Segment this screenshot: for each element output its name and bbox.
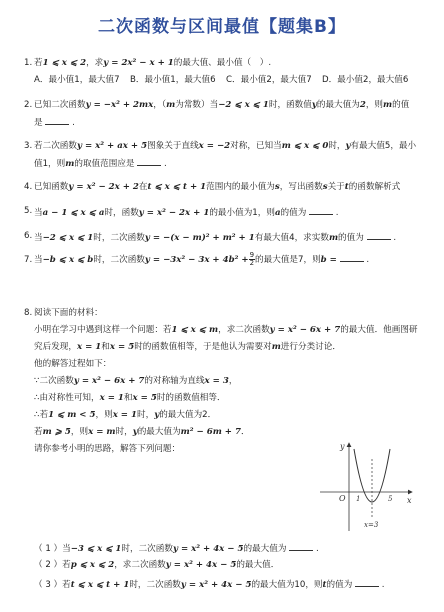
q8-text: 的最大值为2．	[159, 410, 217, 420]
q2-variable: m	[166, 100, 176, 110]
q2-text: ，（	[153, 100, 167, 110]
q2-text: 已知二次函数	[34, 100, 86, 110]
q8-text: ，则	[95, 410, 113, 420]
q8-sub-text: .	[381, 580, 385, 590]
q4-variable: s	[322, 182, 328, 192]
q3-text: 值1，则	[34, 159, 66, 169]
q5-text: .	[335, 208, 339, 218]
q1-text: 若	[34, 58, 43, 68]
q4-text: 已知函数	[34, 182, 69, 192]
y-axis-label: y	[340, 442, 345, 451]
q8-text: ∵二次函数	[34, 376, 74, 386]
q5-text: 当	[34, 208, 43, 218]
q8-lead: 阅读下面的材料：	[34, 308, 103, 318]
q8-text: ∴若	[34, 410, 49, 420]
q8-solution-step-1	[34, 375, 237, 387]
q8-expression: m² − 6m + 7	[180, 427, 241, 437]
question-3-number: 3.	[24, 141, 33, 151]
q8-sub-text: 时，二次函数	[129, 580, 181, 590]
q3-text: 时，	[328, 141, 346, 151]
symmetry-axis-label: x=3	[364, 521, 379, 529]
x-axis-label: x	[407, 496, 412, 505]
q7-fraction-numerator: 9	[249, 251, 255, 259]
q4-text: 范围内的最小值为	[206, 182, 275, 192]
q8-solution-step-4	[34, 426, 250, 438]
q8-sub-text: 的值为	[326, 580, 353, 590]
q4-function: y = x² − 2x + 2	[68, 182, 139, 192]
q2-text: 的值	[392, 100, 410, 110]
q8-sub-text: ，求二次函数	[114, 560, 166, 570]
q8-sub-text: 时，二次函数	[121, 544, 173, 554]
q8-variable: m	[271, 342, 281, 352]
q8-subquestion-3	[34, 577, 385, 591]
origin-label: O	[339, 494, 346, 503]
q8-sub-text: .	[315, 544, 319, 554]
q3-function: y = x² + ax + 5	[76, 141, 148, 151]
q1-condition: 1 ⩽ x ⩽ 2	[42, 58, 87, 68]
q8-text: ．	[240, 427, 250, 437]
q6-variable: m	[328, 233, 339, 243]
q8-text: 时的函数值相等．	[156, 393, 226, 403]
q8-expression: x = m	[88, 427, 116, 437]
question-1-option-a[interactable]: A．最小值1，最大值7	[34, 75, 120, 85]
question-7-number: 7.	[24, 255, 33, 265]
q2-function: y = −x² + 2mx	[85, 100, 154, 110]
q4-text: ，写出函数	[279, 182, 323, 192]
question-5-stem	[34, 205, 339, 219]
q5-variable: a	[274, 208, 281, 218]
q8-sub2-function: y = x² + 4x − 5	[165, 560, 237, 570]
q8-solution-step-3	[34, 409, 216, 421]
q2-text: 是	[34, 118, 43, 128]
q8-text: ，求二次函数	[218, 325, 270, 335]
q3-variable: m	[65, 159, 75, 169]
tick-label-5: 5	[388, 495, 393, 503]
q8-text: 和	[101, 342, 110, 352]
q2-variable: m	[383, 100, 393, 110]
q8-expression: x = 5	[132, 393, 157, 403]
q3-text: 有最大值5，最小	[350, 141, 417, 151]
answer-blank[interactable]	[289, 541, 313, 551]
q5-text: 的最小值为1，则	[209, 208, 275, 218]
q8-sub-text: 的最大值．	[236, 560, 280, 570]
q7-text: 时，二次函数	[93, 255, 145, 265]
q8-sub-text: 的最大值为10，则	[251, 580, 323, 590]
q2-text: .	[72, 118, 75, 128]
question-1-stem	[34, 57, 271, 69]
q6-text: .	[393, 233, 397, 243]
q2-text: 时，函数值	[268, 100, 312, 110]
q8-subquestion-2	[34, 559, 279, 571]
q8-variable: y	[154, 410, 160, 420]
question-3-stem	[34, 140, 416, 152]
q8-condition: 1 ⩽ m < 5	[48, 410, 96, 420]
q8-sub3-function: y = x² + 4x − 5	[180, 580, 252, 590]
q4-text: 的函数解析式	[348, 182, 401, 192]
q3-condition: m ⩽ x ⩽ 0	[281, 141, 329, 151]
q2-text: 的最大值为	[316, 100, 360, 110]
q8-sub1-function: y = x² + 4x − 5	[172, 544, 244, 554]
q6-text: 当	[34, 233, 43, 243]
q8-text: 若	[34, 427, 43, 437]
q5-text: 的值为	[280, 208, 307, 218]
q6-text: 有最大值4，求实数	[254, 233, 329, 243]
q8-sub1-condition: −3 ⩽ x ⩽ 1	[70, 544, 122, 554]
question-1-number: 1.	[24, 58, 33, 68]
question-5-number: 5.	[24, 206, 33, 216]
q8-sub3-variable: t	[322, 580, 327, 590]
q2-text: 为常数）当	[175, 100, 219, 110]
q3-axis-line: x = −2	[198, 141, 231, 151]
question-7-stem	[34, 250, 369, 270]
q8-text: 时，	[115, 427, 133, 437]
q8-text: 小明在学习中遇到这样一个问题：若	[34, 325, 172, 335]
q1-text: 的最大值、最小值（ ）.	[173, 58, 272, 68]
answer-blank[interactable]	[309, 205, 333, 215]
q8-sub-text: （ 2 ）若	[34, 560, 71, 570]
question-4-number: 4.	[24, 182, 33, 192]
q8-sub2-condition: p ⩽ x ⩽ 2	[70, 560, 115, 570]
tick-label-1: 1	[356, 495, 361, 503]
q8-sub-text: 的最大值为	[243, 544, 287, 554]
q8-condition: 1 ⩽ x ⩽ m	[171, 325, 219, 335]
q5-text: 时，函数	[104, 208, 139, 218]
q7-function: y = −3x² − 3x + 4b² +	[144, 255, 249, 265]
question-1-option-d[interactable]: D．最小值2，最大值6	[322, 75, 409, 85]
answer-blank[interactable]	[340, 252, 364, 262]
question-6-number: 6.	[24, 231, 33, 241]
q8-sub-text: （ 3 ）若	[34, 580, 71, 590]
q8-expression: x = 1	[112, 410, 137, 420]
q8-text: ，则	[70, 427, 89, 437]
q7-variable: b =	[320, 255, 337, 265]
q7-text: 的最大值是7，则	[255, 255, 321, 265]
q8-paragraph-3: 他的解答过程如下：	[34, 359, 112, 369]
q4-variable: t	[344, 182, 349, 192]
question-4-stem	[34, 181, 400, 193]
q3-text: 对称，已知当	[230, 141, 282, 151]
q8-subquestion-1	[34, 541, 319, 555]
q8-expression: x = 1	[99, 393, 124, 403]
q4-text: 在	[138, 182, 148, 192]
q8-sub3-condition: t ⩽ x ⩽ t + 1	[70, 580, 130, 590]
q8-function: y = x² − 6x + 7	[73, 376, 145, 386]
q2-condition: −2 ⩽ x ⩽ 1	[218, 100, 269, 110]
q8-text: 时的函数值相等，于是他认为需要对	[134, 342, 272, 352]
question-2-stem	[34, 99, 409, 111]
page-title: 二次函数与区间最值【题集B】	[98, 17, 346, 37]
q8-solution-step-2	[34, 392, 226, 404]
question-2-number: 2.	[24, 100, 33, 110]
q1-text: ，求	[86, 58, 104, 68]
q8-condition: m ⩾ 5	[42, 427, 71, 437]
question-2-stem-line-2	[34, 115, 75, 129]
q8-text: 和	[123, 393, 133, 403]
q3-text: .	[163, 159, 167, 169]
q7-text: .	[366, 255, 370, 265]
q8-sub-text: （ 1 ）当	[34, 544, 71, 554]
q6-condition: −2 ⩽ x ⩽ 1	[42, 233, 94, 243]
q3-text: 图象关于直线	[147, 141, 199, 151]
q2-variable: y	[311, 100, 317, 110]
q8-text: 究后发现，	[34, 342, 77, 352]
question-1-option-c[interactable]: C．最小值2，最大值7	[226, 75, 312, 85]
q7-text: 当	[34, 255, 43, 265]
q2-value: 2	[359, 100, 366, 110]
q3-variable: y	[345, 141, 351, 151]
q8-text: 的最大值．他画图研	[340, 325, 418, 335]
answer-blank[interactable]	[45, 115, 69, 125]
q8-text: ，	[228, 376, 238, 386]
q3-text: 若二次函数	[34, 141, 77, 151]
answer-blank[interactable]	[355, 577, 379, 587]
q8-instruction: 请你参考小明的思路，解答下列问题：	[34, 444, 181, 454]
question-3-stem-line-2	[34, 156, 167, 170]
q5-condition: a − 1 ⩽ x ⩽ a	[42, 208, 105, 218]
q8-expression: x = 3	[204, 376, 229, 386]
q8-text: ∴由对称性可知，	[34, 393, 100, 403]
q2-text: ，则	[365, 100, 384, 110]
parabola-graph	[318, 437, 416, 535]
q6-function: y = −(x − m)² + m² + 1	[144, 233, 255, 243]
q5-function: y = x² − 2x + 1	[138, 208, 210, 218]
q8-paragraph-1	[34, 324, 418, 336]
q3-text: 的取值范围应是	[74, 159, 135, 169]
question-1-option-b[interactable]: B．最小值1，最大值6	[130, 75, 216, 85]
q8-function: y = x² − 6x + 7	[269, 325, 341, 335]
q4-text: 关于	[327, 182, 345, 192]
q7-fraction-denominator: 2	[249, 259, 255, 267]
q6-text: 的值为	[338, 233, 364, 243]
question-8-number: 8.	[24, 308, 33, 318]
q8-text: 的最大值为	[137, 427, 181, 437]
q4-condition: t ⩽ x ⩽ t + 1	[147, 182, 207, 192]
answer-blank[interactable]	[367, 230, 391, 240]
q8-expression: x = 1	[76, 342, 102, 352]
q7-condition: −b ⩽ x ⩽ b	[42, 255, 94, 265]
q1-function: y = 2x² − x + 1	[103, 58, 174, 68]
q6-text: 时，二次函数	[93, 233, 145, 243]
q8-expression: x = 5	[109, 342, 135, 352]
q8-variable: y	[132, 427, 138, 437]
question-6-stem	[34, 230, 396, 244]
q8-text: 的对称轴为直线	[144, 376, 205, 386]
q8-paragraph-2	[34, 341, 341, 353]
q4-variable: s	[274, 182, 280, 192]
answer-blank[interactable]	[137, 156, 161, 166]
q8-text: 时，	[136, 410, 155, 420]
q8-text: 进行分类讨论．	[280, 342, 341, 352]
